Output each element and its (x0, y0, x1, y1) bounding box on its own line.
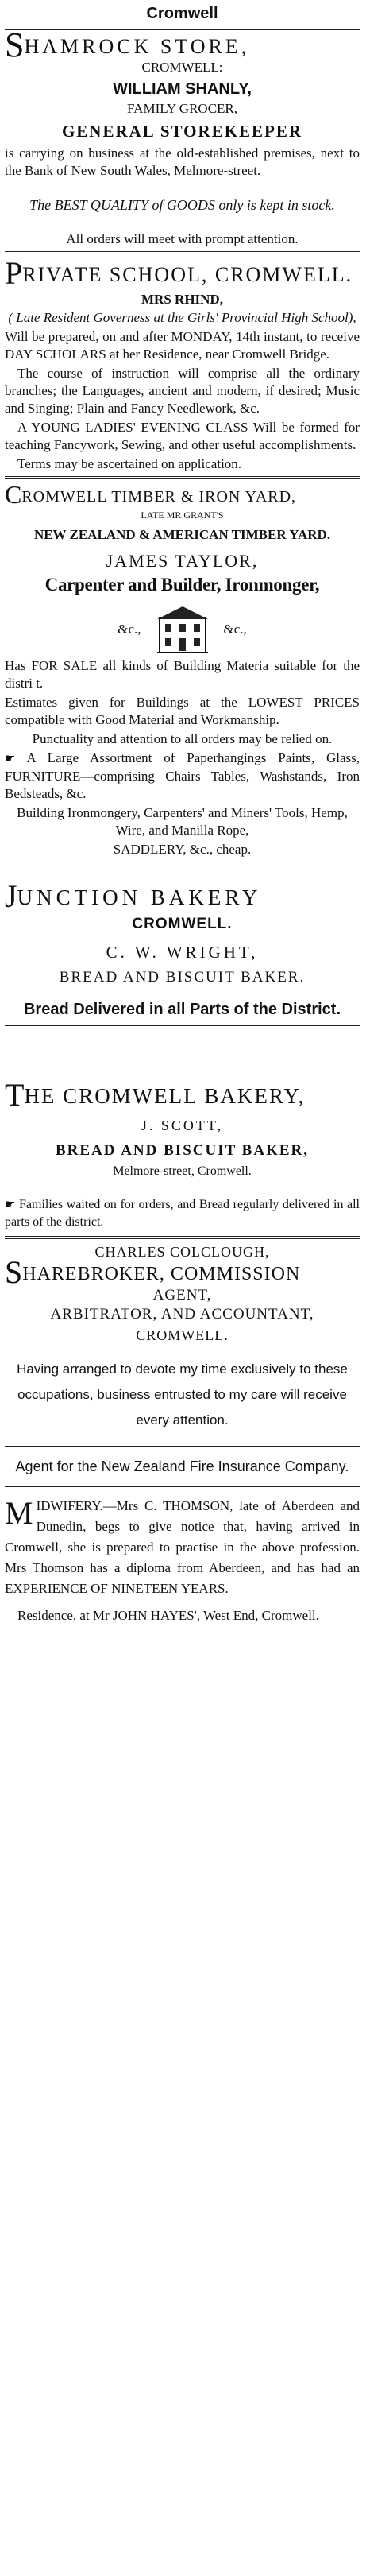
town: CROMWELL. (132, 916, 233, 932)
credential: ( Late Resident Governess at the Girls' Provincial High School), (8, 310, 356, 325)
paragraph: Terms may be ascertained on application. (17, 456, 242, 471)
paragraph: Building Ironmongery, Carpenters' and Miners' Tools, Hemp, Wire, and Manilla Rope, (17, 805, 348, 838)
quality-note: The BEST QUALITY of GOODS only is kept in stock. (29, 197, 335, 213)
drop-cap: P (5, 255, 23, 291)
title-rest: RIVATE SCHOOL, CROMWELL. (22, 263, 353, 286)
ad-title (5, 878, 360, 914)
trade: BREAD AND BISCUIT BAKER. (59, 969, 306, 986)
title-rest: ROMWELL TIMBER & IRON YARD, (21, 488, 297, 506)
divider (5, 1025, 360, 1026)
drop-cap: C (5, 480, 22, 509)
drop-cap: S (5, 25, 25, 64)
town: CROMWELL. (136, 1327, 229, 1343)
paragraph: A YOUNG LADIES' EVENING CLASS Will be formed for teaching Fancywork, Sewing, and other useful accomplishments. (5, 420, 360, 452)
divider (5, 1486, 360, 1489)
paragraph: Will be prepared, on and after MONDAY, 14th instant, to receive DAY SCHOLARS at her Residence, near Cromwell Bridge. (5, 329, 360, 362)
ad-title (5, 25, 360, 64)
paragraph: The course of instruction will comprise all the ordinary branches; the Languages, ancient and modern, if desired; Music and Singing; Plain and Fancy Needlework, &c. (5, 366, 360, 416)
drop-cap: T (5, 1077, 25, 1113)
arbitrator: ARBITRATOR, AND ACCOUNTANT, (50, 1306, 314, 1323)
families-note: ☛ Families waited on for orders, and Bread regularly delivered in all parts of the district. (5, 1198, 360, 1229)
drop-cap: J (5, 878, 17, 914)
ad-timber-yard (5, 480, 360, 858)
ad-title (5, 255, 360, 291)
drop-cap: M (5, 1495, 33, 1531)
paragraph: Has FOR SALE all kinds of Building Materia suitable for the distri t. (5, 658, 360, 691)
person-name: CHARLES COLCLOUGH, (94, 1244, 270, 1260)
ad-title (5, 480, 360, 509)
town: CROMWELL: (141, 60, 223, 75)
body-text: is carrying on business at the old-established premises, next to the Bank of New South Wales, Melmore-street. (5, 145, 360, 178)
ad-midwifery (5, 1496, 360, 1626)
trade: Carpenter and Builder, Ironmonger, (44, 575, 320, 595)
pointing-hand-icon: ☛ (5, 1199, 16, 1211)
masthead: Cromwell (146, 5, 218, 22)
title-rest: UNCTION BAKERY (17, 885, 262, 909)
orders-note: All orders will meet with prompt attention. (66, 231, 299, 246)
drop-cap: S (5, 1254, 23, 1290)
ad-title (5, 1254, 360, 1290)
trade: BREAD AND BISCUIT BAKER, (56, 1142, 309, 1159)
title-rest: HE CROMWELL BAKERY, (24, 1084, 306, 1108)
general-storekeeper: GENERAL STOREKEEPER (61, 122, 303, 141)
owner-name: JAMES TAYLOR, (106, 551, 259, 571)
ad-title (5, 1077, 360, 1113)
ad-private-school (5, 255, 360, 473)
house-icon (157, 605, 208, 654)
ad-junction-bakery (5, 878, 360, 1021)
paragraph: MIDWIFERY.—Mrs C. THOMSON, late of Aberdeen and Dunedin, begs to give notice that, having arrived in Cromwell, she is prepared to practise in the above profession. Mrs Thomson has a diploma from Aberdeen, and has had an EXPERIENCE OF NINETEEN YEARS. (5, 1495, 360, 1596)
etc-left: &c., (118, 622, 141, 637)
divider (5, 251, 360, 254)
delivery-note: Bread Delivered in all Parts of the District. (23, 1001, 341, 1018)
owner-name: C. W. WRIGHT, (106, 943, 259, 962)
ad-shamrock-store (5, 25, 360, 248)
late-note: LATE MR GRANT'S (141, 509, 224, 521)
owner-name: WILLIAM SHANLY, (113, 80, 252, 98)
ad-cromwell-bakery (5, 1077, 360, 1231)
pointing-hand-icon: ☛ (5, 753, 16, 765)
role: FAMILY GROCER, (126, 101, 238, 116)
etc-right: &c., (223, 622, 247, 637)
paragraph: SADDLERY, &c., cheap. (113, 842, 252, 857)
teacher-name: MRS RHIND, (141, 292, 223, 307)
residence: Residence, at Mr JOHN HAYES', West End, Cromwell. (17, 1608, 319, 1623)
arranged-note: Having arranged to devote my time exclusively to these occupations, business entrusted to my care will receive every attention. (17, 1362, 348, 1427)
paragraph: ☛ A Large Assortment of Paperhangings Paints, Glass, FURNITURE—comprising Chairs Tables, Washstands, Iron Bedsteads, &c. (5, 750, 360, 801)
paragraph: Punctuality and attention to all orders may be relied on. (32, 731, 333, 746)
timber-yard-name: NEW ZEALAND & AMERICAN TIMBER YARD. (33, 527, 331, 542)
owner-name: J. SCOTT, (141, 1118, 224, 1133)
divider (5, 1446, 360, 1447)
address: Melmore-street, Cromwell. (113, 1164, 252, 1178)
agent: AGENT, (152, 1287, 212, 1303)
paragraph: Estimates given for Buildings at the LOWEST PRICES compatible with Good Material and Workmanship. (5, 695, 360, 727)
divider (5, 1236, 360, 1239)
title-rest: HAMROCK STORE, (24, 35, 250, 58)
ad-colclough (5, 1244, 360, 1478)
title-rest: HAREBROKER, COMMISSION (22, 1264, 301, 1284)
house-illustration-row (5, 605, 360, 654)
divider (5, 29, 360, 30)
insurance-note: Agent for the New Zealand Fire Insurance Company. (15, 1458, 349, 1474)
divider (5, 476, 360, 479)
